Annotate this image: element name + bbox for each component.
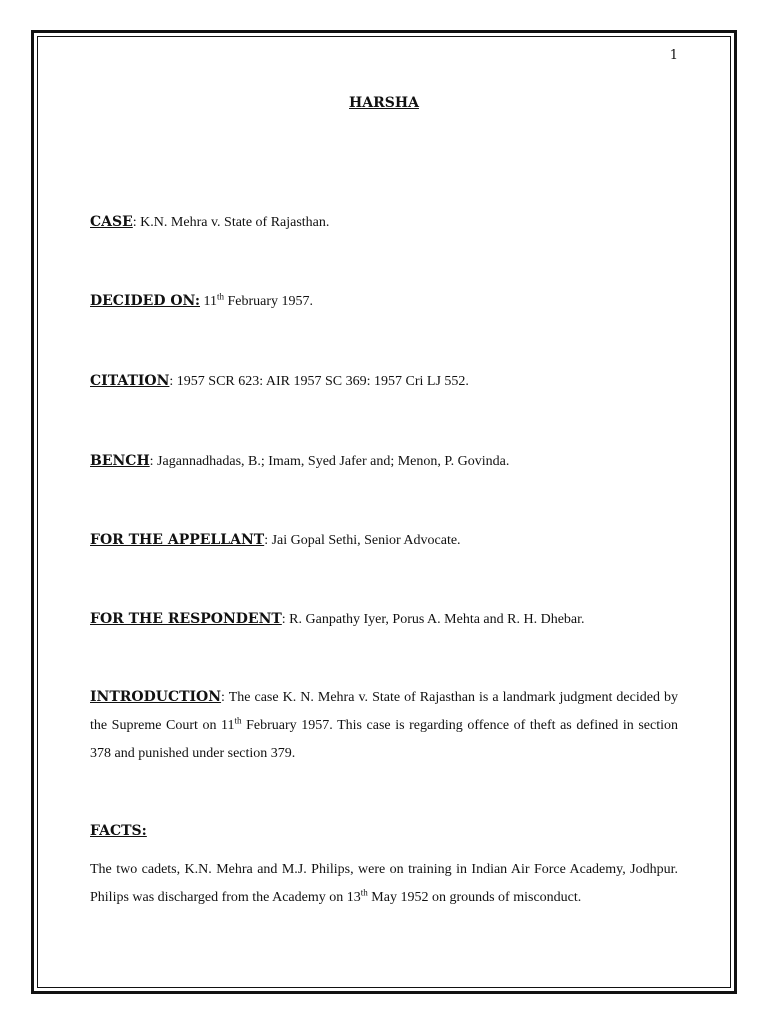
appellant-value: : Jai Gopal Sethi, Senior Advocate. (264, 533, 461, 548)
page-border-inner (37, 36, 731, 988)
citation-value: : 1957 SCR 623: AIR 1957 SC 369: 1957 Cri LJ 552. (169, 374, 469, 389)
case-label: CASE (90, 214, 133, 230)
citation-line (90, 372, 680, 391)
decided-on-line (90, 292, 680, 311)
introduction-ordinal: th (234, 715, 242, 726)
decided-on-label: DECIDED ON: (90, 293, 200, 309)
respondent-value: : R. Ganpathy Iyer, Porus A. Mehta and R. H. Dhebar. (281, 612, 585, 627)
page-number: 1 (669, 48, 678, 63)
introduction-text-start: : The case K. N. Mehra v. State of Rajasthan is a landmark judgment decided by the Supreme Court on 11 (90, 690, 678, 733)
appellant-label: FOR THE APPELLANT (90, 532, 265, 548)
facts-paragraph (90, 856, 678, 912)
bench-line (90, 452, 680, 471)
facts-ordinal: th (360, 887, 368, 898)
bench-value: : Jagannadhadas, B.; Imam, Syed Jafer and; Menon, P. Govinda. (149, 454, 510, 469)
introduction-label: INTRODUCTION (90, 689, 222, 705)
facts-text-start: The two cadets, K.N. Mehra and M.J. Philips, were on training in Indian Air Force Academy, Jodhpur. Philips was discharged from the Academy on 13 (90, 862, 678, 905)
respondent-label: FOR THE RESPONDENT (90, 611, 282, 627)
introduction-text-end: February 1957. This case is regarding offence of theft as defined in section 378 and punished under section 379. (90, 718, 678, 761)
facts-text-end: May 1952 on grounds of misconduct. (367, 890, 582, 905)
facts-heading-line (90, 822, 680, 841)
citation-label: CITATION (90, 373, 170, 389)
case-line (90, 213, 680, 232)
decided-on-day: 11 (200, 294, 217, 309)
respondent-line (90, 610, 680, 629)
case-value: : K.N. Mehra v. State of Rajasthan. (132, 215, 330, 230)
bench-label: BENCH (90, 453, 150, 469)
facts-heading: FACTS: (90, 823, 147, 839)
decided-on-value: February 1957. (224, 294, 314, 309)
introduction-paragraph (90, 683, 678, 768)
document-title: HARSHA (349, 95, 419, 111)
appellant-line (90, 531, 680, 550)
decided-on-ordinal: th (216, 291, 224, 302)
